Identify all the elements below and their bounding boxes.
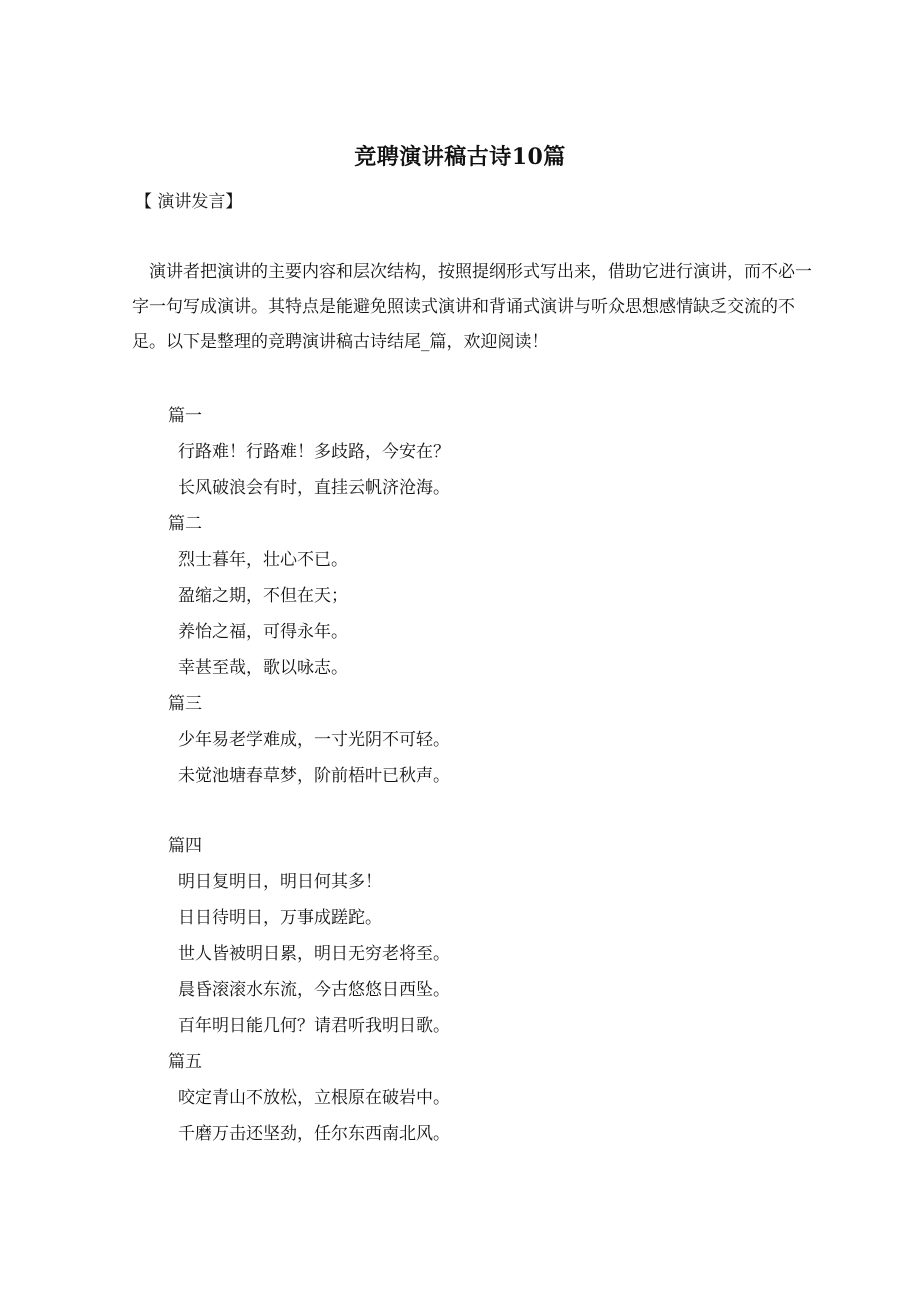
poem-line: 长风破浪会有时，直挂云帆济沧海。 [178,478,450,498]
poem-line: 盈缩之期，不但在天； [178,586,348,606]
section-heading: 篇五 [168,1052,202,1072]
poem-line: 咬定青山不放松，立根原在破岩中。 [178,1088,450,1108]
poem-section-2 [168,510,768,690]
poem-line: 百年明日能几何？请君听我明日歌。 [178,1016,450,1036]
poem-line: 未觉池塘春草梦，阶前梧叶已秋声。 [178,766,450,786]
category-tag: 【 演讲发言】 [135,192,243,212]
poem-line: 千磨万击还坚劲，任尔东西南北风。 [178,1124,450,1144]
poem-line: 世人皆被明日累，明日无穷老将至。 [178,944,450,964]
section-spacer [168,798,768,832]
intro-paragraph: 演讲者把演讲的主要内容和层次结构，按照提纲形式写出来，借助它进行演讲，而不必一字一句写成演讲。其特点是能避免照读式演讲和背诵式演讲与听众思想感情缺乏交流的不足。以下是整理的竞聘演讲稿古诗结尾_篇，欢迎阅读！ [132,262,812,352]
poem-section-1 [168,402,768,510]
section-heading: 篇二 [168,514,202,534]
section-heading: 篇四 [168,836,202,856]
poem-list [168,402,768,1156]
poem-line: 少年易老学难成，一寸光阴不可轻。 [178,730,450,750]
section-heading: 篇三 [168,694,202,714]
poem-line: 烈士暮年，壮心不已。 [178,550,348,570]
poem-line: 日日待明日，万事成蹉跎。 [178,908,382,928]
document-title: 竞聘演讲稿古诗10篇 [354,144,566,170]
poem-line: 明日复明日，明日何其多！ [178,872,382,892]
poem-line: 晨昏滚滚水东流，今古悠悠日西坠。 [178,980,450,1000]
section-heading: 篇一 [168,406,202,426]
poem-section-4 [168,832,768,1048]
poem-section-3 [168,690,768,798]
poem-section-5 [168,1048,768,1156]
poem-line: 行路难！行路难！多歧路，今安在？ [178,442,450,462]
poem-line: 养怡之福，可得永年。 [178,622,348,642]
poem-line: 幸甚至哉，歌以咏志。 [178,658,348,678]
